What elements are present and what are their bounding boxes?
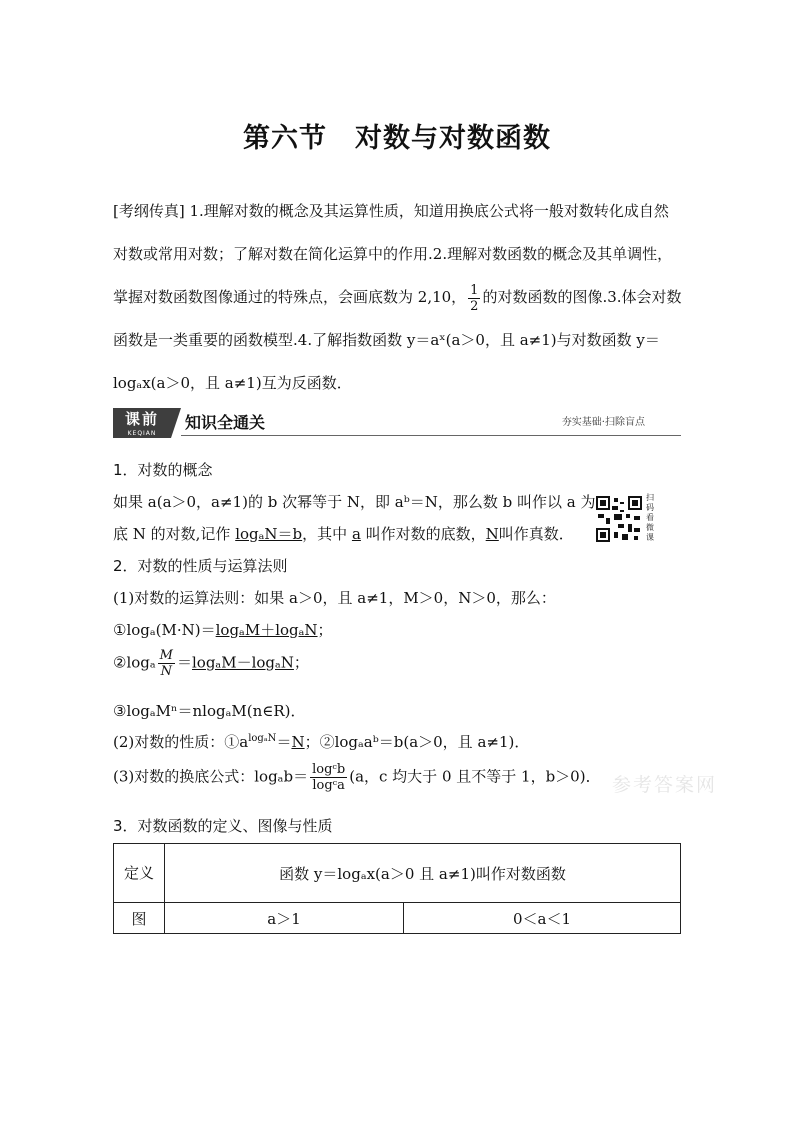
intro-tag: [考纲传真]: [113, 202, 185, 220]
row-label-definition: 定义: [114, 844, 165, 903]
intro-text-3: y＝aˣ(a＞0，且 a≠1)与对数函数 y＝logₐx(a＞0，且 a≠1)互为反函数．: [113, 331, 660, 392]
banner-tag: 课前 KEQIAN: [113, 408, 171, 438]
log-function-table: [113, 843, 681, 934]
qr-code-icon[interactable]: [596, 496, 642, 542]
section-2-heading: 2．对数的性质与运算法则: [113, 557, 288, 575]
rule-3: ③logₐMⁿ＝nlogₐM(n∈R)．: [113, 702, 306, 720]
section-1-line-2: 底 N 的对数,记作 logₐN＝b，其中 a 叫作对数的底数，N叫作真数．: [113, 525, 574, 543]
table-row: [114, 903, 681, 934]
page-title: 第六节 对数与对数函数: [243, 123, 551, 154]
row-label-graph: 图: [114, 903, 165, 934]
table-row: [114, 844, 681, 903]
intro-fraction: $\frac{1}{2}$: [470, 282, 479, 314]
section-banner: [113, 408, 681, 438]
change-of-base: (3)对数的换底公式：logₐb＝ $\frac{\text{logᶜb}}{\text{logᶜa}}$ (a，c 均大于 0 且不等于 1，b＞0)．: [113, 762, 601, 793]
rule-2: ②logₐ $\frac{M}{N}$ ＝logₐM－logₐN；: [113, 648, 309, 679]
log-properties: (2)对数的性质：$①a^{log_aN}=N$；②logₐaᵇ＝b(a＞0，且 a≠1)．: [113, 733, 530, 751]
column-a-greater-1: a＞1: [165, 903, 404, 934]
intro-text-1: 1.理解对数的概念及其运算性质，知道用换底公式将一般对数转化成自然对数或常用对数；了解对数在简化运算中的作用.2.理解对数函数的概念及其单调性，掌握对数函数图像通过的特殊点，会画底数为 2,10，: [113, 202, 673, 306]
intro-text-2: 的对数函数的图像.3.体会对数函数是一类重要的函数模型.4.了解指数函数: [113, 288, 682, 349]
banner-rule: [181, 435, 681, 436]
rule-1: ①logₐ(M·N)＝logₐM＋logₐN；: [113, 621, 333, 639]
column-a-less-1: 0＜a＜1: [404, 903, 681, 934]
section-1-heading: 1．对数的概念: [113, 461, 213, 479]
intro-paragraph: [113, 190, 683, 405]
banner-subtitle: 夯实基础·扫除盲点: [561, 417, 645, 428]
qr-label: 扫码看微课: [646, 493, 654, 542]
section-3-heading: 3．对数函数的定义、图像与性质: [113, 817, 333, 835]
banner-heading: 知识全通关: [185, 413, 266, 432]
rules-intro: (1)对数的运算法则：如果 a＞0，且 a≠1，M＞0，N＞0，那么：: [113, 589, 556, 607]
section-1-line-1: 如果 a(a＞0，a≠1)的 b 次幂等于 N，即 aᵇ＝N，那么数 b 叫作以 a 为: [113, 493, 596, 511]
watermark: 参考答案网: [612, 774, 718, 796]
banner-tag-en: KEQIAN: [127, 430, 157, 437]
definition-text: 函数 y＝logₐx(a＞0 且 a≠1)叫作对数函数: [165, 844, 681, 903]
